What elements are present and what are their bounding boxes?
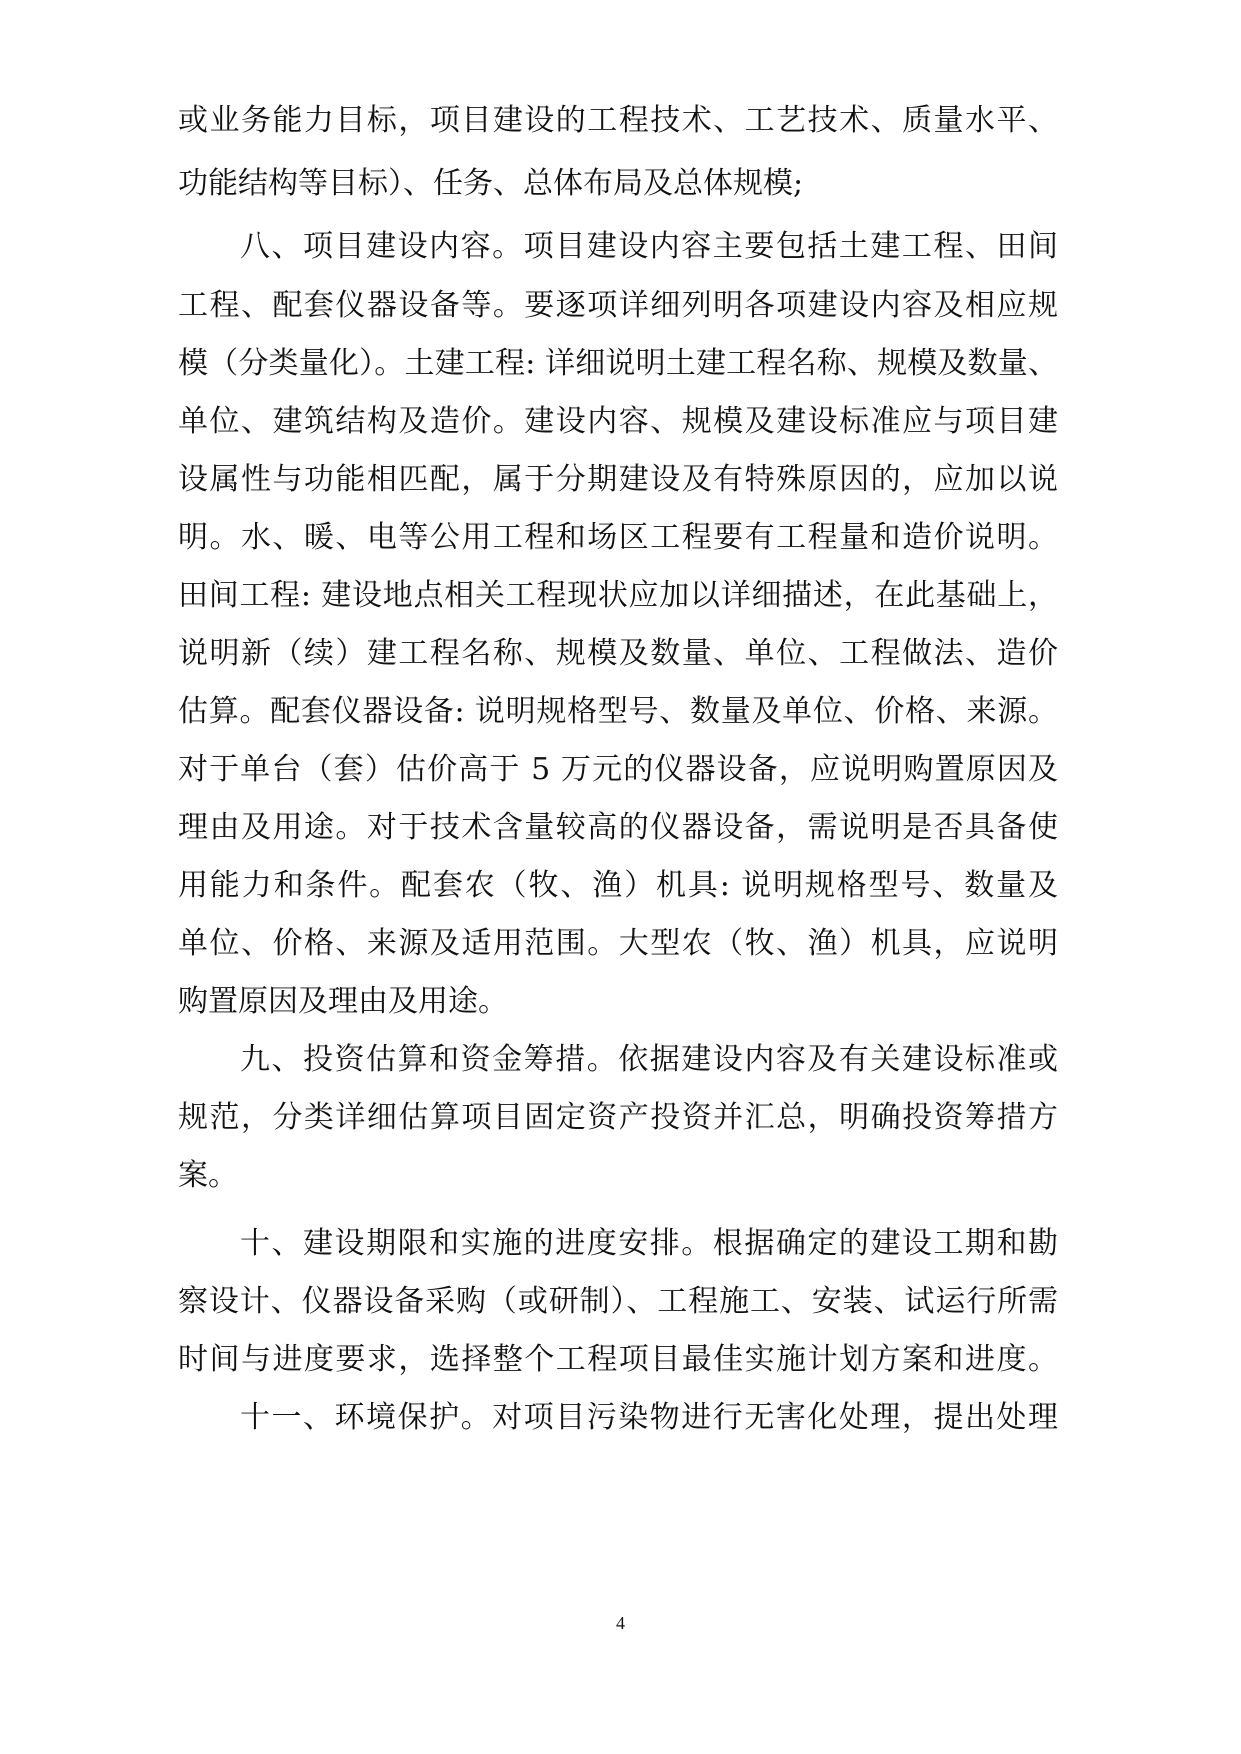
text-line: 规范，分类详细估算项目固定资产投资并汇总，明确投资筹措方 <box>178 1100 1058 1135</box>
text-line: 察设计、仪器设备采购（或研制）、工程施工、安装、试运行所需 <box>178 1284 1058 1319</box>
paragraph-heading-eight: 八、项目建设内容。项目建设内容主要包括土建工程、田间 <box>240 229 1058 264</box>
text-line: 功能结构等目标）、任务、总体布局及总体规模; <box>178 166 804 201</box>
text-line: 说明新（续）建工程名称、规模及数量、单位、工程做法、造价 <box>178 636 1058 671</box>
text-line: 明。水、暖、电等公用工程和场区工程要有工程量和造价说明。 <box>178 520 1058 555</box>
page-number: 4 <box>616 1613 625 1633</box>
paragraph-heading-ten: 十、建设期限和实施的进度安排。根据确定的建设工期和勘 <box>240 1226 1058 1261</box>
text-line: 模（分类量化）。土建工程: 详细说明土建工程名称、规模及数量、 <box>178 346 1058 381</box>
text-line: 工程、配套仪器设备等。要逐项详细列明各项建设内容及相应规 <box>178 288 1058 323</box>
paragraph-heading-nine: 九、投资估算和资金筹措。依据建设内容及有关建设标准或 <box>240 1042 1058 1077</box>
text-line: 田间工程: 建设地点相关工程现状应加以详细描述，在此基础上， <box>178 578 1058 613</box>
text-line: 用能力和条件。配套农（牧、渔）机具: 说明规格型号、数量及 <box>178 868 1058 903</box>
text-line: 估算。配套仪器设备: 说明规格型号、数量及单位、价格、来源。 <box>178 694 1058 729</box>
paragraph-heading-eleven: 十一、环境保护。对项目污染物进行无害化处理，提出处理 <box>240 1400 1058 1435</box>
text-line: 案。 <box>178 1158 238 1193</box>
text-line: 购置原因及理由及用途。 <box>178 984 508 1019</box>
text-line: 理由及用途。对于技术含量较高的仪器设备，需说明是否具备使 <box>178 810 1058 845</box>
text-line: 时间与进度要求，选择整个工程项目最佳实施计划方案和进度。 <box>178 1342 1058 1377</box>
text-line: 或业务能力目标，项目建设的工程技术、工艺技术、质量水平、 <box>178 103 1058 138</box>
text-line: 单位、建筑结构及造价。建设内容、规模及建设标准应与项目建 <box>178 404 1058 439</box>
text-line: 单位、价格、来源及适用范围。大型农（牧、渔）机具，应说明 <box>178 926 1058 961</box>
text-line: 设属性与功能相匹配，属于分期建设及有特殊原因的，应加以说 <box>178 462 1058 497</box>
text-line: 对于单台（套）估价高于 5 万元的仪器设备，应说明购置原因及 <box>178 752 1058 787</box>
